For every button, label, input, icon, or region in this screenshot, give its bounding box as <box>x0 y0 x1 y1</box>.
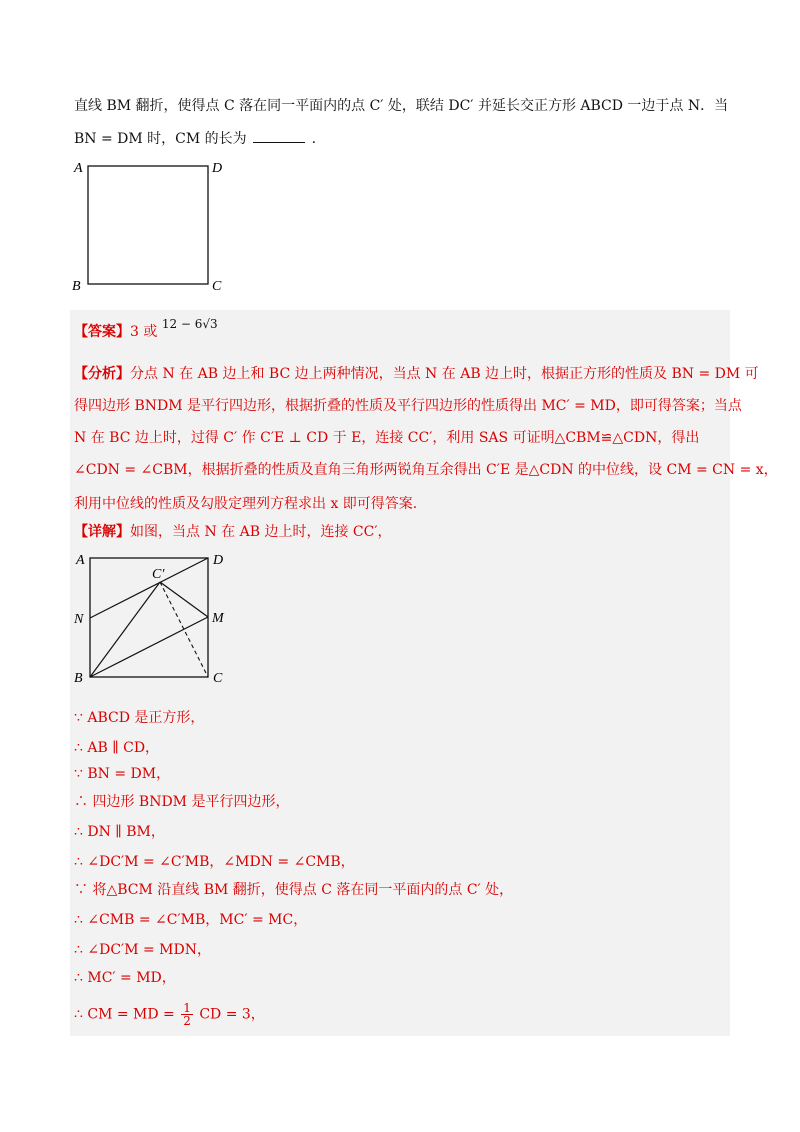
question-line-2-prefix: BN = DM 时，CM 的长为 <box>74 131 247 147</box>
analysis-text-1: 分点 N 在 AB 边上和 BC 边上两种情况，当点 N 在 AB 边上时，根据正方形的性质及 BN = DM 可 <box>130 366 759 382</box>
analysis-line-5: 利用中位线的性质及勾股定理列方程求出 x 即可得答案. <box>74 496 418 512</box>
answer-expression: 12 − 6√3 <box>161 317 218 331</box>
answer-label: 【答案】 <box>74 324 130 340</box>
step-10: ∴ MC′ = MD， <box>74 970 176 986</box>
analysis-line-3: N 在 BC 边上时，过得 C′ 作 C′E ⊥ CD 于 E，连接 CC′，利用 SAS 可证明△CBM≌△CDN，得出 <box>74 430 700 446</box>
fraction-denominator: 2 <box>183 1014 191 1028</box>
step-1: ∵ ABCD 是正方形， <box>74 710 205 726</box>
fig1-label-d: D <box>212 161 223 176</box>
step-2: ∴ AB ∥ CD， <box>74 740 160 756</box>
question-line-1: 直线 BM 翻折，使得点 C 落在同一平面内的点 C′ 处，联结 DC′ 并延长交正方形 ABCD 一边于点 N．当 <box>74 98 729 114</box>
step-5: ∴ DN ∥ BM， <box>74 824 165 840</box>
step-11 <box>74 1002 265 1027</box>
fig2-label-a: A <box>76 553 85 568</box>
analysis-label: 【分析】 <box>74 366 130 382</box>
fig2-label-c-prime: C′ <box>152 567 165 582</box>
step-4: ∴ 四边形 BNDM 是平行四边形， <box>74 794 290 810</box>
fig2-line-cpm <box>160 582 208 617</box>
answer-text: 3 或 <box>130 324 158 340</box>
fig1-label-b: B <box>72 279 81 294</box>
fig2-label-c: C <box>213 671 223 686</box>
fig1-label-a: A <box>74 161 83 176</box>
fig2-label-m: M <box>212 611 224 626</box>
fraction-one-half <box>181 1002 193 1027</box>
step-11-suffix: CD = 3， <box>199 1006 265 1023</box>
question-line-2-suffix: . <box>311 131 317 147</box>
fig2-label-n: N <box>74 612 84 627</box>
step-9: ∴ ∠DC′M = MDN， <box>74 942 211 958</box>
step-11-prefix: ∴ CM = MD = <box>74 1006 175 1023</box>
step-6: ∴ ∠DC′M = ∠C′MB，∠MDN = ∠CMB， <box>74 854 355 870</box>
fig2-square <box>90 558 208 677</box>
detail-intro: 如图，当点 N 在 AB 边上时，连接 CC′， <box>130 524 392 540</box>
fig2-label-d: D <box>213 553 224 568</box>
fig2-line-nd <box>90 558 208 618</box>
fig2-line-bcp <box>90 582 160 677</box>
step-3: ∵ BN = DM， <box>74 766 171 782</box>
step-8: ∴ ∠CMB = ∠C′MB，MC′ = MC， <box>74 912 308 928</box>
analysis-line-4: ∠CDN = ∠CBM，根据折叠的性质及直角三角形两锐角互余得出 C′E 是△CDN 的中位线，设 CM = CN = x， <box>74 462 778 478</box>
detail-label: 【详解】 <box>74 524 130 540</box>
fig1-label-c: C <box>212 279 222 294</box>
fig2-line-bm <box>90 617 208 677</box>
fig2-label-b: B <box>74 671 83 686</box>
analysis-line-2: 得四边形 BNDM 是平行四边形，根据折叠的性质及平行四边形的性质得出 MC′ = MD，即可得答案；当点 <box>74 398 742 414</box>
step-7: ∵ 将△BCM 沿直线 BM 翻折，使得点 C 落在同一平面内的点 C′ 处， <box>74 882 514 898</box>
fraction-numerator: 1 <box>183 1001 191 1015</box>
